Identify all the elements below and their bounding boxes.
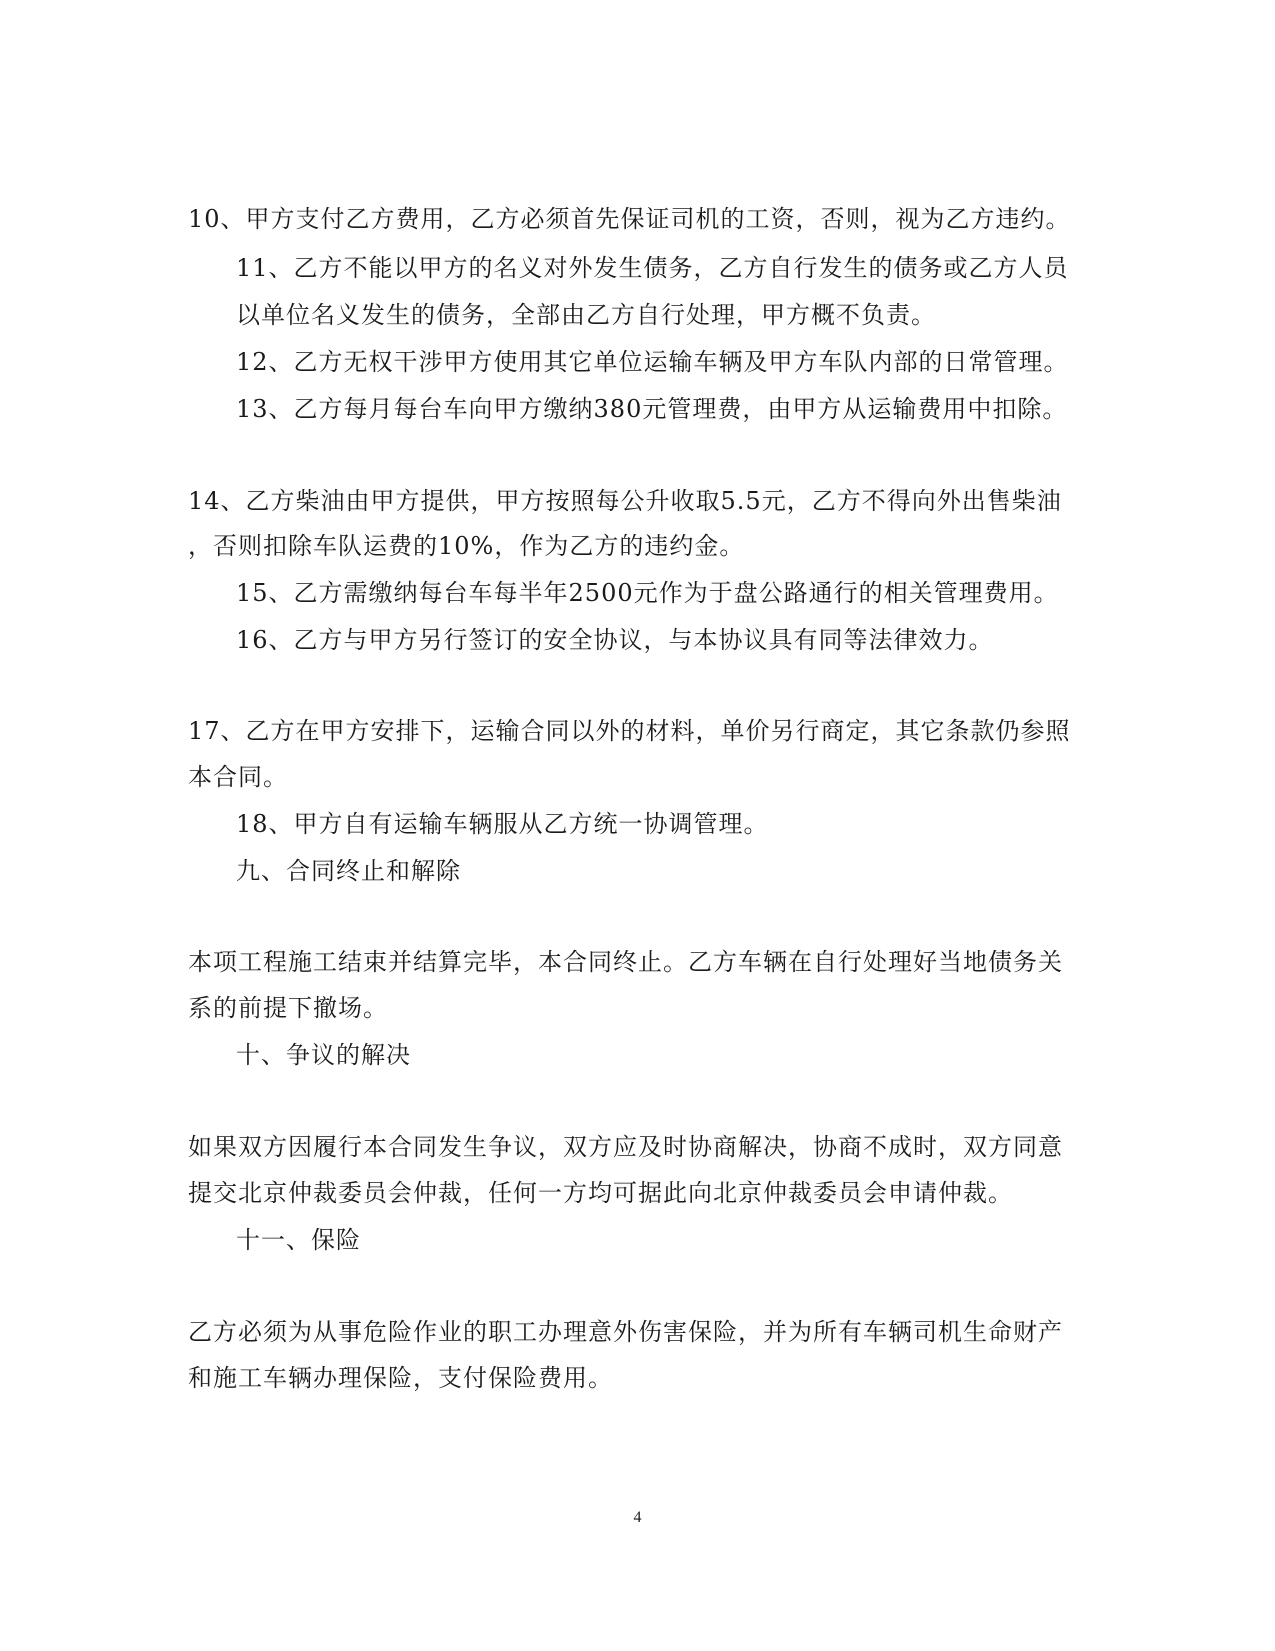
paragraph-line: 13、乙方每月每台车向甲方缴纳380元管理费，由甲方从运输费用中扣除。 (236, 395, 1068, 423)
paragraph-line: 10、甲方支付乙方费用，乙方必须首先保证司机的工资，否则，视为乙方违约。 (188, 205, 1071, 233)
section-heading: 九、合同终止和解除 (236, 857, 461, 885)
paragraph-line: 以单位名义发生的债务，全部由乙方自行处理，甲方概不负责。 (236, 301, 936, 329)
paragraph-line: 系的前提下撤场。 (188, 994, 388, 1022)
page-number: 4 (633, 1509, 642, 1526)
paragraph-line: 本项工程施工结束并结算完毕，本合同终止。乙方车辆在自行处理好当地债务关 (188, 948, 1063, 976)
paragraph-line: 16、乙方与甲方另行签订的安全协议，与本协议具有同等法律效力。 (236, 626, 994, 654)
paragraph-line: ，否则扣除车队运费的10%，作为乙方的违约金。 (188, 532, 745, 560)
paragraph-line: 14、乙方柴油由甲方提供，甲方按照每公升收取5.5元，乙方不得向外出售柴油 (188, 487, 1062, 515)
section-heading: 十、争议的解决 (236, 1041, 411, 1069)
paragraph-line: 如果双方因履行本合同发生争议，双方应及时协商解决，协商不成时，双方同意 (188, 1133, 1063, 1161)
paragraph-line: 18、甲方自有运输车辆服从乙方统一协调管理。 (236, 810, 769, 838)
paragraph-line: 提交北京仲裁委员会仲裁，任何一方均可据此向北京仲裁委员会申请仲裁。 (188, 1179, 1013, 1207)
paragraph-line: 本合同。 (188, 763, 288, 791)
paragraph-line: 15、乙方需缴纳每台车每半年2500元作为于盘公路通行的相关管理费用。 (236, 579, 1059, 607)
paragraph-line: 12、乙方无权干涉甲方使用其它单位运输车辆及甲方车队内部的日常管理。 (236, 348, 1069, 376)
paragraph-line: 和施工车辆办理保险，支付保险费用。 (188, 1364, 613, 1392)
paragraph-line: 乙方必须为从事危险作业的职工办理意外伤害保险，并为所有车辆司机生命财产 (188, 1318, 1063, 1346)
paragraph-line: 11、乙方不能以甲方的名义对外发生债务，乙方自行发生的债务或乙方人员 (236, 254, 1069, 282)
paragraph-line: 17、乙方在甲方安排下，运输合同以外的材料，单价另行商定，其它条款仍参照 (188, 717, 1071, 745)
section-heading: 十一、保险 (236, 1226, 361, 1254)
